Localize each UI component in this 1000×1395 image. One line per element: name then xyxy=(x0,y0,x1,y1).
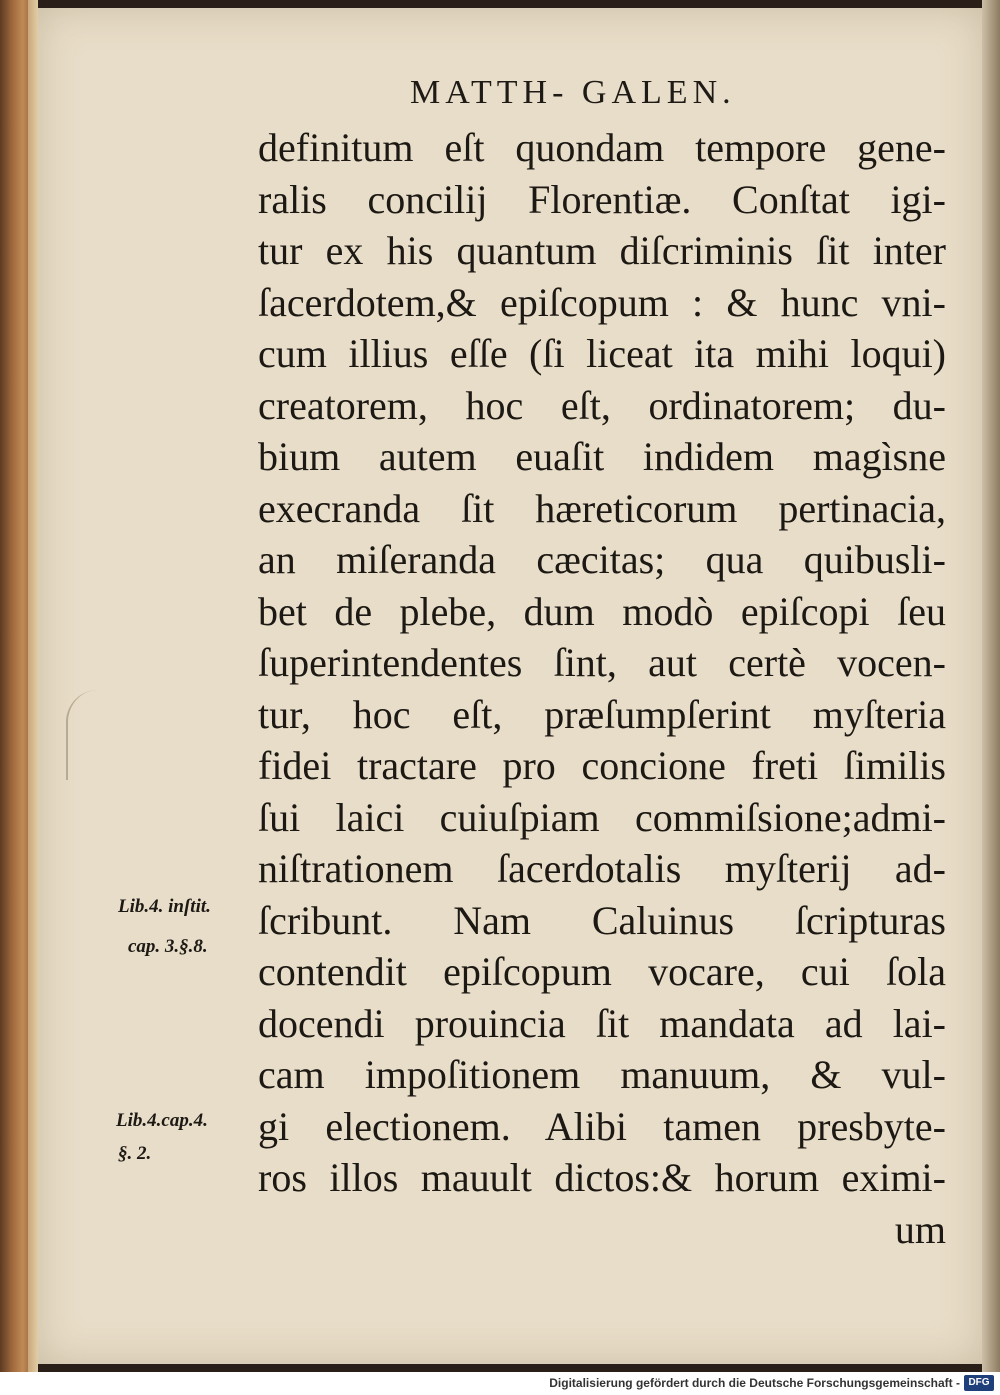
text-line: ſui laici cuiuſpiam commiſsione;admi- xyxy=(258,794,946,840)
text-line: ſcribunt. Nam Caluinus ſcripturas xyxy=(258,897,946,943)
body-text xyxy=(258,122,946,1255)
text-line: fidei tractare pro concione freti ſimilis xyxy=(258,743,946,788)
text-line: docendi prouincia ſit mandata ad lai- xyxy=(258,1000,946,1046)
catchword: um xyxy=(894,1206,946,1252)
dfg-logo: DFG xyxy=(964,1375,994,1391)
text-line: ralis concilij Florentiæ. Conſtat igi- xyxy=(258,176,946,222)
text-line: tur ex his quantum diſcriminis ſit inter xyxy=(258,228,946,273)
text-line: niſtrationem ſacerdotalis myſterij ad- xyxy=(258,846,946,891)
footer-credit: Digitalisierung gefördert durch die Deutsche Forschungsgemeinschaft - xyxy=(549,1376,960,1390)
text-line: tur, hoc eſt, præſumpſerint myſteria xyxy=(258,691,946,737)
marginal-note-line: §. 2. xyxy=(118,1143,152,1164)
text-line: creatorem, hoc eſt, ordinatorem; du- xyxy=(258,382,946,428)
text-line: bium autem euaſit indidem magìsne xyxy=(258,434,946,479)
text-line: execranda ſit hæreticorum pertinacia, xyxy=(258,485,946,531)
page-right-edge xyxy=(982,0,1000,1372)
page-stack-edge xyxy=(28,0,38,1372)
text-line: ſuperintendentes ſint, aut certè vocen- xyxy=(258,640,946,685)
text-line: cam impoſitionem manuum, & vul- xyxy=(258,1052,946,1097)
text-line: bet de plebe, dum modò epiſcopi ſeu xyxy=(258,588,946,634)
text-line: an miſeranda cæcitas; qua quibusli- xyxy=(258,537,946,582)
marginal-note-line: Lib.4.cap.4. xyxy=(116,1110,208,1131)
text-line: definitum eſt quondam tempore gene- xyxy=(258,125,946,170)
marginal-note-line: cap. 3.§.8. xyxy=(128,936,208,957)
footer-bar xyxy=(0,1372,1000,1395)
text-line: gi electionem. Alibi tamen presbyte- xyxy=(258,1103,946,1149)
marginal-note-line: Lib.4. inſtit. xyxy=(118,896,211,917)
pencil-mark xyxy=(66,690,98,780)
text-line: cum illius eſſe (ſi liceat ita mihi loqui) xyxy=(258,331,946,376)
text-line: ſacerdotem,& epiſcopum : & hunc vni- xyxy=(258,279,946,325)
running-head: MATTH- GALEN. xyxy=(410,74,736,111)
text-line: ros illos mauult dictos:& horum eximi- xyxy=(258,1155,946,1200)
text-line: contendit epiſcopum vocare, cui ſola xyxy=(258,949,946,994)
